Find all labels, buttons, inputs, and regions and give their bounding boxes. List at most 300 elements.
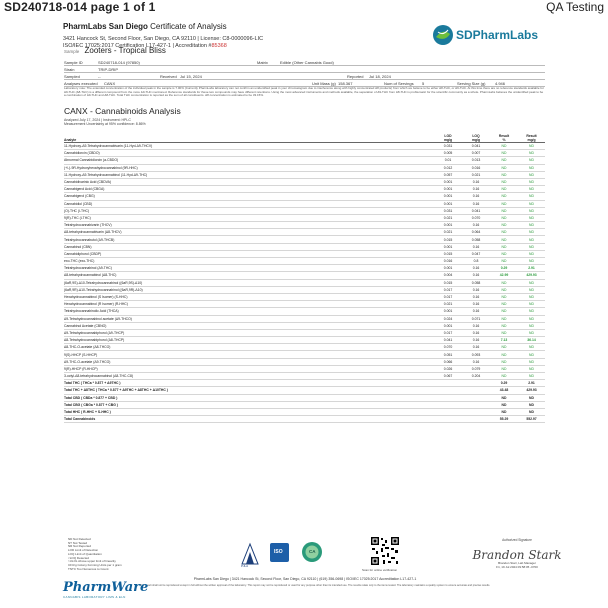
col-lod-unit: mg/g	[443, 138, 453, 142]
lod-cell: 0.012	[434, 164, 462, 171]
loq-cell	[462, 416, 490, 423]
result-mg-cell: ND	[518, 329, 545, 336]
lod-cell	[434, 401, 462, 408]
table-row	[64, 200, 545, 207]
analyte-cell: Δ9-THC-O-acetate (Δ9-THCO)	[64, 358, 434, 365]
table-row	[64, 258, 545, 265]
analyte-cell: Tetrahydrocannabinolic Acid (THCA)	[64, 308, 434, 315]
iso-badge-text: ISO	[274, 549, 283, 555]
result-mg-cell: ND	[518, 200, 545, 207]
table-row	[64, 373, 545, 380]
col-loq-title: LOQ	[472, 134, 480, 138]
analyte-cell: 9(R)-HHCP (R-HHCP)	[64, 365, 434, 372]
result-mg-cell: ND	[518, 373, 545, 380]
loq-cell	[462, 394, 490, 401]
doc-type: Certificate of Analysis	[150, 22, 227, 31]
sample-name: Zooters - Tropical Bliss	[84, 46, 166, 55]
result-mg-cell: ND	[518, 315, 545, 322]
loq-cell: 0.16	[462, 329, 490, 336]
sample-meta	[64, 59, 545, 87]
col-loq	[462, 134, 490, 143]
loq-cell: 0.16	[462, 200, 490, 207]
result-mg-cell: ND	[518, 193, 545, 200]
result-mg-cell: ND	[518, 143, 545, 150]
lod-cell	[434, 387, 462, 394]
pharmware-logo	[63, 580, 148, 599]
legend-item: NR Not Reported	[68, 544, 92, 549]
analyses-value: CANX	[104, 80, 116, 86]
result-pct-cell: 0.29	[490, 380, 518, 387]
result-pct-cell: ND	[490, 365, 518, 372]
signature-block	[472, 538, 562, 569]
qa-testing-label: QA Testing	[546, 0, 604, 14]
table-row	[64, 143, 545, 150]
analyte-cell: Total THC + Δ8THC ( THCa * 0.877 + Δ9THC + Δ8THC + Δ10THC )	[64, 387, 434, 394]
loq-cell: 0.16	[462, 337, 490, 344]
result-pct-cell: 7.13	[490, 337, 518, 344]
legend-item: ND Not Detected	[68, 537, 91, 541]
table-row	[64, 171, 545, 178]
lod-cell: 0.017	[434, 293, 462, 300]
cannabinoids-table	[64, 134, 545, 423]
table-row	[64, 315, 545, 322]
loq-cell: 0.16	[462, 272, 490, 279]
sample-label: Sample	[64, 49, 80, 54]
analyte-cell: Cannabinol (CBN)	[64, 243, 434, 250]
result-mg-cell: ND	[518, 207, 545, 214]
result-pct-cell: ND	[490, 178, 518, 185]
analyte-cell: Hexahydrocannabinol (R Isomer) (R-HHC)	[64, 301, 434, 308]
globe-leaf-icon	[432, 24, 454, 46]
table-row	[64, 193, 545, 200]
analyte-cell: Total CBD ( CBDa * 0.877 + CBD )	[64, 394, 434, 401]
table-row	[64, 229, 545, 236]
result-mg-cell: ND	[518, 178, 545, 185]
lod-cell: 0.016	[434, 258, 462, 265]
pjla-badge-icon	[242, 544, 258, 564]
loq-cell: 0.016	[462, 164, 490, 171]
analyte-cell: Total HHC ( R-HHC + S-HHC )	[64, 408, 434, 415]
lod-cell: 0.041	[434, 337, 462, 344]
loq-cell: 0.058	[462, 236, 490, 243]
uncertainty: Measurement Uncertainty at 95% confidence: 8.86%	[64, 122, 146, 127]
result-pct-cell: ND	[490, 200, 518, 207]
result-mg-cell: 2.91	[518, 380, 545, 387]
summary-row	[64, 408, 545, 415]
laboratory-note: Laboratory note: The extended concentration of the individual peak in the sample is 7.00% (Currently PharmLabs laboratory can not confirm an unidentified peak in your chromatogram due to interference along with highly concentrated Δ8 products) from which we believe to be either Δ8-THC, or Δ9-THC. At this time there are no reference standards available for Δ9-THC (Δ8-THC) is a different compound from the more Δ9-THC mentioned. Reference standards for these two compounds may have different retentions. Using the most advanced instruments and methods available, the separation of Δ9-THC from Δ8-THC is problematic for the scientific community as a whole. PharmLabs believes the unidentified peak to be a combination of Δ9-THC and Δ8-THC. Total THC concentration is reported as the sum of all constituents. Δ8 concentration is estimated to be 33.15%.	[64, 86, 544, 98]
loq-cell: 0.079	[462, 365, 490, 372]
loq-cell	[462, 401, 490, 408]
lod-cell: 0.024	[434, 315, 462, 322]
lod-cell	[434, 416, 462, 423]
sample-title	[64, 46, 166, 55]
servings-label: Num of Servings	[384, 80, 414, 86]
result-mg-cell: ND	[518, 351, 545, 358]
analyte-cell: Δ9-Tetrahydrocannabinol acetate (Δ9-THCO)	[64, 315, 434, 322]
loq-cell: 0.013	[462, 157, 490, 164]
table-row	[64, 365, 545, 372]
table-row	[64, 164, 545, 171]
result-pct-cell: ND	[490, 293, 518, 300]
loq-cell	[462, 380, 490, 387]
sdpharmlabs-logo	[432, 24, 552, 48]
result-mg-cell: ND	[518, 164, 545, 171]
lod-cell: 0.031	[434, 207, 462, 214]
footer-address: PharmLabs San Diego | 3421 Hancock St, Second Floor, San Diego, CA 92110 | (619) 356-0698 | ISO/IEC 17025:2017 Accreditation L17-427-1	[193, 577, 417, 581]
loq-cell	[462, 408, 490, 415]
loq-cell: 0.8	[462, 258, 490, 265]
disclaimer: The result shall not be reproduced except in full without the written approval of the laboratory. This report may not be reproduced or used for any purpose other than its intended use. The results relate only to the items tested. The laboratory maintains a quality system to ensure accurate and precise results.	[140, 584, 491, 587]
sample-id-value: SD240718-014 (97850)	[98, 59, 140, 65]
analyte-cell: Δ8-tetrahydrocannabivarin (Δ8-THCV)	[64, 229, 434, 236]
meta-row-id	[64, 59, 545, 66]
table-row	[64, 293, 545, 300]
unit-mass-label: Unit Mass (g)	[312, 80, 336, 86]
table-row	[64, 222, 545, 229]
result-mg-cell: ND	[518, 293, 545, 300]
serving-size-value: 4.946	[495, 80, 506, 86]
table-row	[64, 301, 545, 308]
sample-id-label: Sample ID	[64, 59, 83, 65]
loq-cell: 0.16	[462, 293, 490, 300]
analyte-cell: Cannabidivarinic Acid (CBDVA)	[64, 178, 434, 185]
signed-date: Fri, 19 Jul 2024 09:58:05 -0700	[496, 564, 538, 569]
received-value: Jul 15, 2024	[180, 73, 202, 79]
table-row	[64, 279, 545, 286]
result-mg-cell: ND	[518, 171, 545, 178]
col-result-mg-unit: mg/g	[527, 138, 536, 142]
result-pct-cell: ND	[490, 186, 518, 193]
result-pct-cell: 55.29	[490, 416, 518, 423]
analyte-cell: Cannabidiorcin (CBDO)	[64, 150, 434, 157]
loq-cell: 0.16	[462, 286, 490, 293]
result-pct-cell: ND	[490, 157, 518, 164]
result-mg-cell: ND	[518, 301, 545, 308]
analyte-cell: (+/-)-9R-Hydroxyhexahydrocannabinol (9R-HHC)	[64, 164, 434, 171]
analyte-cell: Total THC ( THCa * 0.877 + Δ9THC )	[64, 380, 434, 387]
loq-cell: 0.058	[462, 279, 490, 286]
lab-name: PharmLabs San Diego	[63, 22, 148, 31]
loq-cell: 0.064	[462, 229, 490, 236]
col-lod-title: LOD	[444, 134, 452, 138]
analyte-cell: Tetrahydrocannabivarin (THCV)	[64, 222, 434, 229]
lod-cell: 0.066	[434, 358, 462, 365]
lod-cell: 0.001	[434, 200, 462, 207]
summary-row	[64, 416, 545, 423]
table-row	[64, 308, 545, 315]
lod-cell: 0.051	[434, 351, 462, 358]
analyte-cell: (6aR,9S)-Δ10-Tetrahydrocannabinol ((6aR,9S)-Δ10)	[64, 279, 434, 286]
result-pct-cell: ND	[490, 301, 518, 308]
loq-cell: 0.16	[462, 308, 490, 315]
lod-cell: 0.001	[434, 308, 462, 315]
result-pct-cell: 0.29	[490, 265, 518, 272]
lod-cell: 0.001	[434, 178, 462, 185]
loq-cell: 0.021	[462, 171, 490, 178]
col-result-pct-title: Result	[498, 134, 510, 138]
result-pct-cell: ND	[490, 373, 518, 380]
table-row	[64, 358, 545, 365]
result-mg-cell: ND	[518, 344, 545, 351]
result-mg-cell: ND	[518, 394, 545, 401]
lod-cell: 0.005	[434, 150, 462, 157]
analyses-label: Analyses executed	[64, 80, 98, 86]
table-row	[64, 214, 545, 221]
result-pct-cell: ND	[490, 243, 518, 250]
result-mg-cell: 429.93	[518, 272, 545, 279]
loq-cell: 0.16	[462, 322, 490, 329]
col-loq-unit: mg/g	[471, 138, 481, 142]
abbreviation-legend	[68, 538, 122, 571]
result-pct-cell: ND	[490, 150, 518, 157]
result-mg-cell: ND	[518, 358, 545, 365]
matrix-value: Edible (Other Cannabis Good)	[280, 59, 334, 65]
loq-cell: 0.070	[462, 214, 490, 221]
result-pct-cell: ND	[490, 408, 518, 415]
legend-item: >ULOL Above upper limit of linearity	[68, 559, 116, 564]
analyte-cell: (6aR,9R)-Δ10-Tetrahydrocannabinol ((6aR,9R)-Δ10)	[64, 286, 434, 293]
authorized-signature-label: Authorized Signature	[502, 538, 532, 542]
analyte-cell: Cannabigerol Acid (CBGA)	[64, 186, 434, 193]
lod-cell: 0.031	[434, 143, 462, 150]
lod-cell: 0.015	[434, 236, 462, 243]
col-result-mg	[518, 134, 545, 143]
loq-cell: 0.16	[462, 178, 490, 185]
result-pct-cell: ND	[490, 193, 518, 200]
result-mg-cell: ND	[518, 408, 545, 415]
pjla-badge-text: PJLA	[241, 564, 249, 568]
table-body	[64, 143, 545, 423]
analyte-cell: Hexahydrocannabinol (S Isomer) (S-HHC)	[64, 293, 434, 300]
loq-cell	[462, 387, 490, 394]
analyte-cell: Tetrahydrocannabutol (Δ9-THCB)	[64, 236, 434, 243]
result-mg-cell: 36.14	[518, 337, 545, 344]
result-pct-cell: 42.99	[490, 272, 518, 279]
reported-label: Reported	[347, 73, 364, 79]
loq-cell: 0.007	[462, 150, 490, 157]
analyte-cell: Cannabidiol (CBD)	[64, 200, 434, 207]
loq-cell: 0.071	[462, 315, 490, 322]
logo-text: SDPharmLabs	[456, 28, 539, 42]
meta-row-dates	[64, 73, 545, 80]
loq-cell: 0.16	[462, 222, 490, 229]
lod-cell	[434, 380, 462, 387]
result-pct-cell: ND	[490, 258, 518, 265]
analyte-cell: Abnormal Cannabidiorcin (a-CBDO)	[64, 157, 434, 164]
analyte-cell: 11-Hydroxy-Δ9-Tetrahydrocannabinol (11-Hyd-Δ9-THC)	[64, 171, 434, 178]
analyte-cell: 3-octyl-Δ8-tetrahydrocannabinol (Δ8-THC-C8)	[64, 373, 434, 380]
signer-name: Brandon Starr, Lab Manager	[498, 561, 536, 565]
result-mg-cell: ND	[518, 186, 545, 193]
lod-cell: 0.001	[434, 322, 462, 329]
result-pct-cell: ND	[490, 322, 518, 329]
loq-cell: 0.093	[462, 351, 490, 358]
result-pct-cell: ND	[490, 315, 518, 322]
result-pct-cell: ND	[490, 279, 518, 286]
col-result-pct	[490, 134, 518, 143]
analyte-cell: Δ8-Tetrahydrocannabiphorol (Δ8-THCP)	[64, 337, 434, 344]
received-label: Received	[160, 73, 177, 79]
lod-cell: 0.001	[434, 193, 462, 200]
reported-value: Jul 18, 2024	[369, 73, 391, 79]
sampled-label: Sampled	[64, 73, 80, 79]
table-row	[64, 272, 545, 279]
strain-label: Strain	[64, 66, 75, 72]
table-row	[64, 243, 545, 250]
analyte-cell: 11-Hydroxy-Δ9-Tetrahydrocannabivarin (11-Hyd-Δ9-THCV)	[64, 143, 434, 150]
result-mg-cell: ND	[518, 236, 545, 243]
lod-cell: 0.015	[434, 279, 462, 286]
legend-item: <LOQ Detected	[68, 555, 89, 560]
table-row	[64, 265, 545, 272]
lod-cell: 0.015	[434, 250, 462, 257]
result-mg-cell: ND	[518, 308, 545, 315]
result-pct-cell: ND	[490, 329, 518, 336]
table-row	[64, 344, 545, 351]
result-pct-cell: ND	[490, 358, 518, 365]
signature-image: Brandon Stark	[472, 548, 562, 562]
table-row	[64, 150, 545, 157]
table-row	[64, 322, 545, 329]
result-mg-cell: 2.91	[518, 265, 545, 272]
legend-item: CFU/g Colony Forming Units per 1 gram	[68, 562, 122, 567]
result-pct-cell: ND	[490, 286, 518, 293]
result-mg-cell: ND	[518, 157, 545, 164]
result-mg-cell: ND	[518, 229, 545, 236]
lod-cell: 0.001	[434, 265, 462, 272]
analyte-cell: exo-THC (exo-THC)	[64, 258, 434, 265]
lod-cell: 0.026	[434, 365, 462, 372]
analyte-cell: 9(R)-THC (l-THC)	[64, 214, 434, 221]
lod-cell: 0.001	[434, 186, 462, 193]
table-row	[64, 157, 545, 164]
analyte-cell: Cannabidiphorol (CBDP)	[64, 250, 434, 257]
serving-size-label: Serving Size (g)	[457, 80, 486, 86]
lod-cell: 0.017	[434, 286, 462, 293]
lod-cell	[434, 408, 462, 415]
result-pct-cell: ND	[490, 143, 518, 150]
table-row	[64, 250, 545, 257]
matrix-label: Matrix	[257, 59, 268, 65]
result-mg-cell: ND	[518, 401, 545, 408]
loq-cell: 0.16	[462, 344, 490, 351]
legend-item: NT Not Tested	[68, 540, 88, 545]
result-pct-cell: ND	[490, 207, 518, 214]
result-mg-cell: ND	[518, 222, 545, 229]
table-row	[64, 337, 545, 344]
result-mg-cell: ND	[518, 365, 545, 372]
lod-cell: 0.021	[434, 229, 462, 236]
lod-cell	[434, 394, 462, 401]
lod-cell: 0.017	[434, 329, 462, 336]
analyte-cell: Cannabinol Acetate (CBNO)	[64, 322, 434, 329]
table-row	[64, 351, 545, 358]
table-row	[64, 236, 545, 243]
meta-row-strain	[64, 66, 545, 73]
table-row	[64, 329, 545, 336]
table-row	[64, 178, 545, 185]
lod-cell: 0.001	[434, 243, 462, 250]
col-result-pct-unit: %	[502, 138, 506, 142]
legend-item: LOD Limit of Detection	[68, 548, 99, 553]
loq-cell: 0.16	[462, 301, 490, 308]
analyte-cell: Δ8-THC-O-acetate (Δ8-THCO)	[64, 344, 434, 351]
accreditation-number: 85368	[211, 42, 227, 49]
loq-cell: 0.047	[462, 250, 490, 257]
analyte-cell: Cannabigerol (CBG)	[64, 193, 434, 200]
analyzed-date: Analyzed July 17, 2024 | Instrument: HPLC	[64, 118, 131, 122]
result-pct-cell: ND	[490, 164, 518, 171]
result-pct-cell: ND	[490, 222, 518, 229]
verification-qr-code[interactable]	[370, 536, 400, 566]
result-pct-cell: ND	[490, 214, 518, 221]
summary-row	[64, 387, 545, 394]
sampled-value: --	[98, 73, 101, 79]
result-pct-cell: ND	[490, 344, 518, 351]
col-analyte: Analyte	[64, 134, 434, 143]
result-mg-cell: ND	[518, 258, 545, 265]
result-mg-cell: 552.97	[518, 416, 545, 423]
table-row	[64, 207, 545, 214]
table-header-row	[64, 134, 545, 143]
result-mg-cell: ND	[518, 279, 545, 286]
pharmware-tagline: CANNABIS LABORATORY LIMS & ELN	[63, 595, 126, 599]
lab-address: 3421 Hancock St, Second Floor, San Diego, CA 92110 | License: C8-0000096-LIC	[63, 36, 264, 42]
analyte-cell: Total Cannabinoids	[64, 416, 434, 423]
lod-cell: 0.057	[434, 171, 462, 178]
analyte-cell: Total CBG ( CBGa * 0.877 + CBG )	[64, 401, 434, 408]
page-header	[0, 0, 608, 14]
col-lod	[434, 134, 462, 143]
col-result-mg-title: Result	[526, 134, 537, 138]
result-pct-cell: ND	[490, 236, 518, 243]
result-pct-cell: ND	[490, 351, 518, 358]
table-row	[64, 186, 545, 193]
lod-cell: 0.001	[434, 222, 462, 229]
loq-cell: 0.041	[462, 143, 490, 150]
loq-cell: 0.041	[462, 207, 490, 214]
result-mg-cell: 429.93	[518, 387, 545, 394]
iso-text: ISO/IEC 17025:2017 Certification L17-427-1 | Accreditation #	[63, 42, 212, 49]
analyte-cell: Tetrahydrocannabinol (Δ9-THC)	[64, 265, 434, 272]
analyte-cell: Δ9-Tetrahydrocannabiphorol (Δ9-THCP)	[64, 329, 434, 336]
state-badge-text: CA	[309, 549, 316, 554]
result-mg-cell: ND	[518, 250, 545, 257]
analyte-cell: (O)-THC (l-THC)	[64, 207, 434, 214]
result-mg-cell: ND	[518, 286, 545, 293]
loq-cell: 0.16	[462, 358, 490, 365]
pharmware-name: PharmWare	[63, 580, 149, 595]
lod-cell: 0.01	[434, 157, 462, 164]
lod-cell: 0.021	[434, 301, 462, 308]
analyte-cell: 9(S)-HHCP (S-HHCP)	[64, 351, 434, 358]
summary-row	[64, 380, 545, 387]
loq-cell: 0.16	[462, 265, 490, 272]
lod-cell: 0.070	[434, 344, 462, 351]
section-subtitle	[64, 118, 146, 126]
legend-item: LOQ Limit of Quantitation	[68, 551, 102, 556]
result-pct-cell: ND	[490, 394, 518, 401]
result-pct-cell: ND	[490, 229, 518, 236]
badges-graphic	[240, 538, 330, 568]
result-mg-cell: ND	[518, 214, 545, 221]
lod-cell: 0.004	[434, 272, 462, 279]
report-id-title: SD240718-014 page 1 of 1	[4, 0, 156, 14]
result-pct-cell: 43.48	[490, 387, 518, 394]
qr-label: Scan for online verification	[362, 568, 398, 572]
loq-cell: 0.16	[462, 193, 490, 200]
result-pct-cell: ND	[490, 250, 518, 257]
